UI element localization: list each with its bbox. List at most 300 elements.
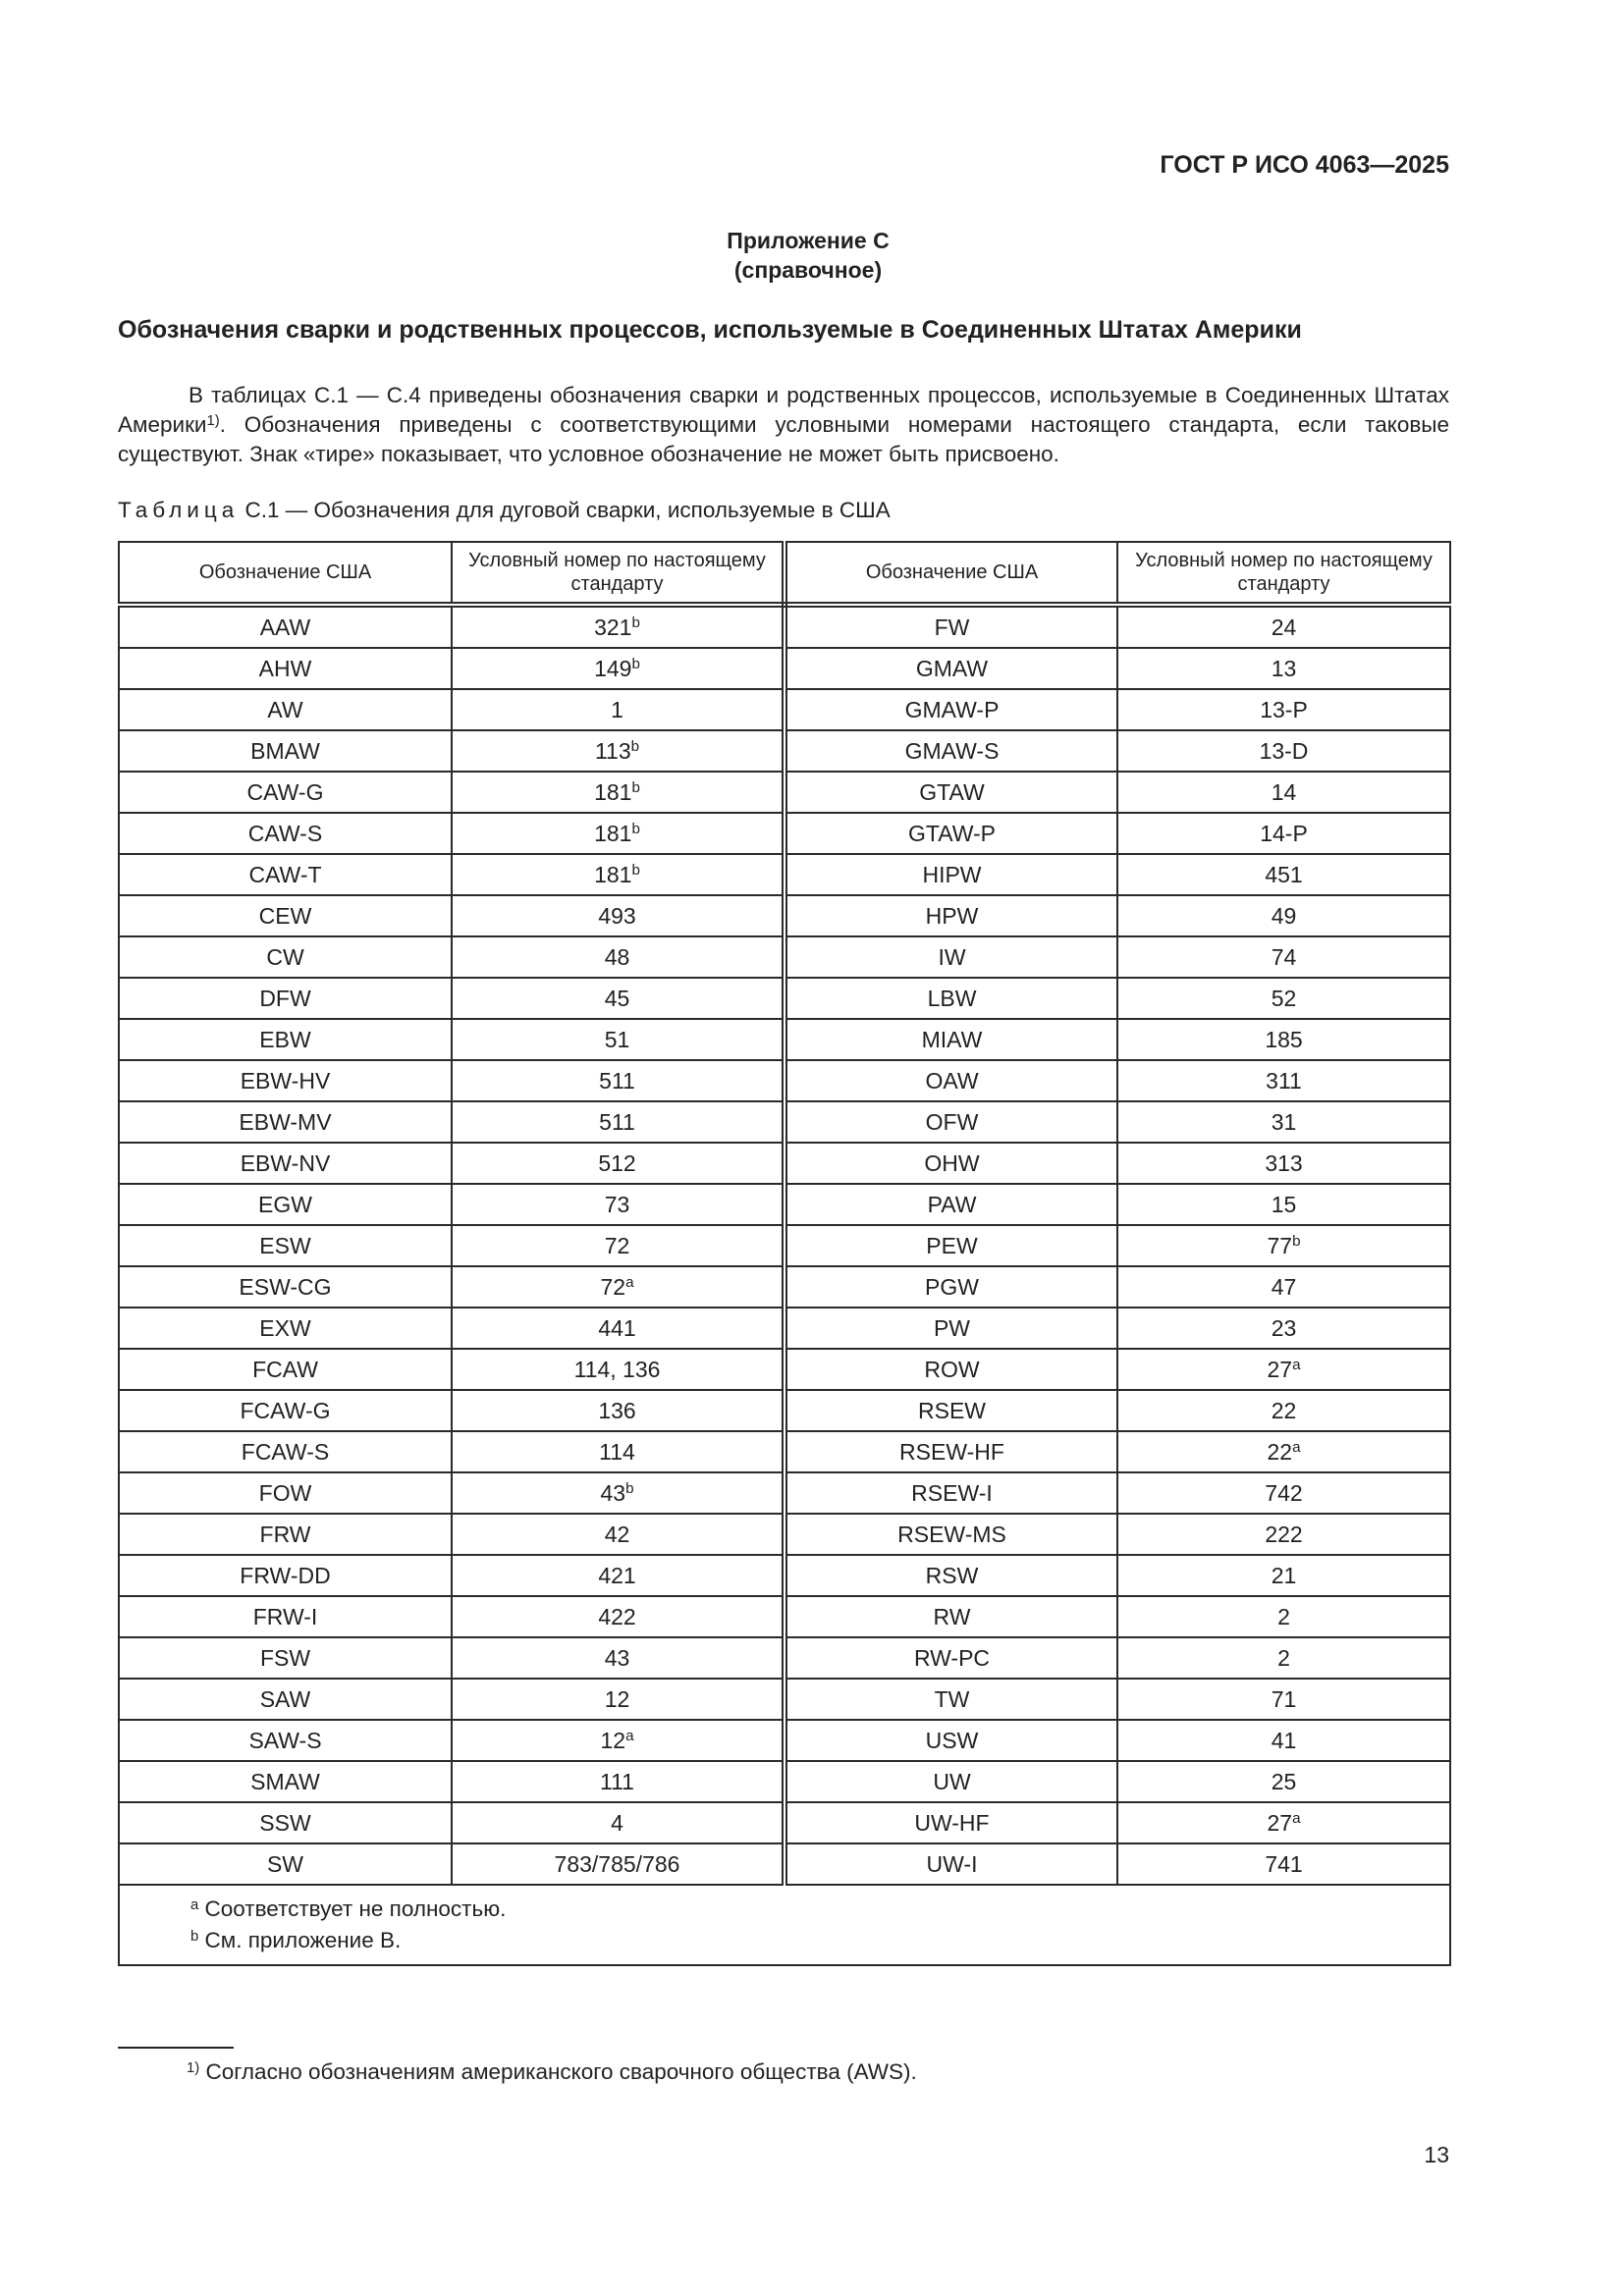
standard-number-cell-value: 21 bbox=[1271, 1562, 1297, 1588]
us-designation-cell-value: SW bbox=[266, 1850, 304, 1877]
us-designation-cell bbox=[785, 1060, 1117, 1101]
us-designation-cell bbox=[119, 1266, 452, 1308]
appendix-heading bbox=[0, 226, 1624, 285]
us-designation-cell bbox=[119, 1596, 452, 1637]
table-row bbox=[119, 1349, 1450, 1390]
table-row bbox=[119, 605, 1450, 648]
us-designation-cell bbox=[119, 1184, 452, 1225]
us-designation-cell-value: MIAW bbox=[921, 1026, 983, 1052]
us-designation-cell bbox=[119, 854, 452, 895]
table-row bbox=[119, 1843, 1450, 1885]
standard-number-cell-value: 22 bbox=[1267, 1438, 1293, 1465]
standard-number-cell bbox=[1117, 978, 1450, 1019]
us-designation-cell bbox=[785, 1349, 1117, 1390]
us-designation-cell bbox=[785, 1761, 1117, 1802]
us-designation-cell bbox=[785, 772, 1117, 813]
us-designation-cell-value: FCAW-S bbox=[241, 1438, 330, 1465]
note-reference: b bbox=[1292, 1232, 1301, 1250]
standard-number-cell bbox=[1117, 1472, 1450, 1514]
standard-number-cell bbox=[1117, 813, 1450, 854]
standard-number-cell-value: 74 bbox=[1271, 943, 1297, 970]
standard-number-cell bbox=[452, 1637, 785, 1679]
note-text: Соответствует не полностью. bbox=[198, 1896, 507, 1921]
us-designation-cell-value: FOW bbox=[258, 1479, 312, 1506]
standard-number-cell bbox=[1117, 1060, 1450, 1101]
us-designation-cell bbox=[119, 730, 452, 772]
standard-number-cell-value: 22 bbox=[1271, 1397, 1297, 1423]
us-designation-cell bbox=[785, 978, 1117, 1019]
standard-number-cell-value: 13-D bbox=[1259, 737, 1309, 764]
note-reference: b bbox=[631, 820, 640, 837]
standard-number-cell-value: 12 bbox=[600, 1727, 626, 1753]
standard-number-cell bbox=[452, 605, 785, 648]
page-number: 13 bbox=[1424, 2142, 1449, 2167]
standard-number-cell-value: 52 bbox=[1271, 985, 1297, 1011]
table-row bbox=[119, 1390, 1450, 1431]
standard-number-cell bbox=[1117, 1390, 1450, 1431]
us-designation-cell-value: PAW bbox=[927, 1191, 977, 1217]
table-row bbox=[119, 1596, 1450, 1637]
standard-number-cell bbox=[452, 854, 785, 895]
us-designation-cell bbox=[119, 1843, 452, 1885]
standard-number-cell-value: 742 bbox=[1265, 1479, 1303, 1506]
us-designation-cell-value: RSW bbox=[925, 1562, 979, 1588]
standard-number-cell bbox=[1117, 730, 1450, 772]
us-designation-cell-value: RSEW bbox=[918, 1397, 986, 1423]
us-designation-cell-value: UW-HF bbox=[914, 1809, 990, 1836]
us-designation-cell-value: PW bbox=[933, 1314, 971, 1341]
standard-number-cell bbox=[452, 1390, 785, 1431]
us-designation-cell-value: FCAW bbox=[252, 1356, 318, 1382]
us-designation-cell bbox=[785, 1596, 1117, 1637]
us-designation-cell-value: ROW bbox=[924, 1356, 980, 1382]
us-designation-cell bbox=[785, 1019, 1117, 1060]
us-designation-cell bbox=[785, 936, 1117, 978]
standard-number-cell-value: 23 bbox=[1271, 1314, 1297, 1341]
note-reference: b bbox=[630, 737, 640, 755]
us-designation-cell-value: FRW bbox=[259, 1521, 311, 1547]
standard-number-cell bbox=[452, 648, 785, 689]
standard-number-cell-value: 441 bbox=[598, 1314, 636, 1341]
table-row bbox=[119, 854, 1450, 895]
standard-number-cell-value: 43 bbox=[600, 1479, 626, 1506]
us-designation-cell-value: BMAW bbox=[250, 737, 320, 764]
footnote-mark: 1) bbox=[187, 2059, 200, 2076]
us-designation-cell-value: FSW bbox=[259, 1644, 311, 1671]
standard-number-cell bbox=[452, 1720, 785, 1761]
standard-number-cell bbox=[1117, 1143, 1450, 1184]
standard-number-cell-value: 114 bbox=[599, 1438, 635, 1465]
document-code: ГОСТ Р ИСО 4063—2025 bbox=[1160, 151, 1449, 179]
standard-number-cell-value: 493 bbox=[598, 902, 636, 929]
table-notes-row bbox=[119, 1885, 1450, 1965]
standard-number-cell-value: 2 bbox=[1277, 1603, 1290, 1629]
note-mark: b bbox=[190, 1928, 199, 1945]
us-designation-cell bbox=[119, 936, 452, 978]
us-designation-cell-value: OFW bbox=[925, 1108, 979, 1135]
table-row bbox=[119, 1266, 1450, 1308]
table-row bbox=[119, 1802, 1450, 1843]
table-row bbox=[119, 689, 1450, 730]
standard-number-cell-value: 77 bbox=[1267, 1232, 1293, 1258]
standard-number-cell-value: 511 bbox=[599, 1108, 635, 1135]
us-designation-cell bbox=[119, 1019, 452, 1060]
us-designation-cell bbox=[119, 1060, 452, 1101]
table-row bbox=[119, 1637, 1450, 1679]
table-note bbox=[190, 1925, 1449, 1956]
table-notes bbox=[119, 1885, 1450, 1965]
note-reference: b bbox=[631, 778, 640, 796]
standard-number-cell-value: 72 bbox=[600, 1273, 626, 1300]
us-designation-cell bbox=[119, 1802, 452, 1843]
us-designation-cell-value: AHW bbox=[258, 655, 312, 681]
us-designation-cell-value: EGW bbox=[258, 1191, 312, 1217]
us-designation-cell-value: UW-I bbox=[926, 1850, 978, 1877]
us-designation-cell-value: GMAW-S bbox=[904, 737, 1000, 764]
standard-number-cell-value: 15 bbox=[1271, 1191, 1297, 1217]
us-designation-cell-value: DFW bbox=[259, 985, 311, 1011]
us-designation-cell bbox=[785, 813, 1117, 854]
us-designation-cell-value: ESW-CG bbox=[239, 1273, 332, 1300]
us-designation-cell-value: SAW-S bbox=[248, 1727, 322, 1753]
us-designation-cell bbox=[119, 1390, 452, 1431]
us-designation-cell-value: SMAW bbox=[250, 1768, 320, 1794]
us-designation-cell-value: EBW-NV bbox=[240, 1149, 331, 1176]
standard-number-cell bbox=[452, 895, 785, 936]
us-designation-cell-value: RSEW-I bbox=[911, 1479, 993, 1506]
standard-number-cell bbox=[1117, 1184, 1450, 1225]
us-designation-cell bbox=[785, 1843, 1117, 1885]
table-row bbox=[119, 1679, 1450, 1720]
standard-number-cell-value: 185 bbox=[1265, 1026, 1303, 1052]
standard-number-cell-value: 511 bbox=[599, 1067, 635, 1094]
standard-number-cell bbox=[1117, 605, 1450, 648]
us-designation-cell-value: FRW-I bbox=[252, 1603, 318, 1629]
standard-number-cell bbox=[452, 813, 785, 854]
standard-number-cell-value: 42 bbox=[604, 1521, 630, 1547]
us-designation-cell-value: SAW bbox=[259, 1685, 311, 1712]
us-designation-cell-value: OAW bbox=[925, 1067, 979, 1094]
us-designation-cell bbox=[119, 605, 452, 648]
table-row bbox=[119, 1761, 1450, 1802]
us-designation-cell bbox=[119, 689, 452, 730]
us-designation-cell-value: GTAW-P bbox=[907, 820, 996, 846]
section-title: Обозначения сварки и родственных процессов, используемые в Соединенных Штатах Америки bbox=[118, 316, 1302, 344]
note-reference: a bbox=[1292, 1356, 1301, 1373]
standard-number-cell bbox=[1117, 1802, 1450, 1843]
us-designation-cell bbox=[785, 1472, 1117, 1514]
us-designation-cell bbox=[119, 1143, 452, 1184]
us-designation-cell-value: LBW bbox=[927, 985, 977, 1011]
table-row bbox=[119, 1143, 1450, 1184]
note-text: См. приложение В. bbox=[198, 1928, 402, 1952]
standard-number-cell bbox=[452, 978, 785, 1019]
standard-number-cell bbox=[1117, 689, 1450, 730]
standard-number-cell bbox=[1117, 1843, 1450, 1885]
us-designation-cell bbox=[785, 1143, 1117, 1184]
us-designation-cell bbox=[119, 1225, 452, 1266]
standard-number-cell-value: 1 bbox=[611, 696, 623, 722]
note-reference: a bbox=[625, 1273, 634, 1291]
note-reference: b bbox=[625, 1479, 634, 1497]
us-designation-cell-value: EXW bbox=[259, 1314, 311, 1341]
us-designation-cell bbox=[785, 1720, 1117, 1761]
standard-number-cell-value: 2 bbox=[1277, 1644, 1290, 1671]
us-designation-cell-value: CAW-S bbox=[247, 820, 323, 846]
standard-number-cell-value: 12 bbox=[604, 1685, 630, 1712]
standard-number-cell bbox=[1117, 772, 1450, 813]
standard-number-cell bbox=[452, 1143, 785, 1184]
note-reference: b bbox=[631, 655, 640, 672]
us-designation-cell-value: AW bbox=[267, 696, 303, 722]
us-designation-cell-value: OHW bbox=[924, 1149, 980, 1176]
standard-number-cell bbox=[1117, 648, 1450, 689]
standard-number-cell-value: 451 bbox=[1265, 861, 1303, 887]
standard-number-cell-value: 311 bbox=[1266, 1067, 1302, 1094]
standard-number-cell bbox=[1117, 1761, 1450, 1802]
standard-number-cell-value: 13 bbox=[1271, 655, 1297, 681]
us-designation-cell bbox=[785, 1184, 1117, 1225]
standard-number-cell-value: 4 bbox=[611, 1809, 623, 1836]
standard-number-cell-value: 47 bbox=[1271, 1273, 1297, 1300]
table-body bbox=[119, 605, 1450, 1965]
us-designation-cell bbox=[119, 1514, 452, 1555]
header-us-designation: Обозначение США bbox=[785, 542, 1117, 605]
us-designation-cell-value: RSEW-MS bbox=[897, 1521, 1006, 1547]
standard-number-cell bbox=[452, 1101, 785, 1143]
standard-number-cell-value: 27 bbox=[1267, 1356, 1293, 1382]
standard-number-cell bbox=[452, 1596, 785, 1637]
standard-number-cell bbox=[452, 1472, 785, 1514]
standard-number-cell bbox=[1117, 1266, 1450, 1308]
us-designation-cell-value: GMAW bbox=[915, 655, 989, 681]
standard-number-cell bbox=[452, 1019, 785, 1060]
us-designation-cell bbox=[785, 1308, 1117, 1349]
appendix-type: (справочное) bbox=[733, 257, 883, 283]
standard-number-cell-value: 181 bbox=[594, 778, 632, 805]
us-designation-cell-value: PGW bbox=[925, 1273, 979, 1300]
us-designation-cell bbox=[785, 1225, 1117, 1266]
standard-number-cell bbox=[452, 1349, 785, 1390]
standard-number-cell-value: 25 bbox=[1271, 1768, 1297, 1794]
us-designation-cell bbox=[119, 1555, 452, 1596]
intro-paragraph bbox=[118, 381, 1449, 469]
us-designation-cell bbox=[119, 1431, 452, 1472]
standard-number-cell-value: 73 bbox=[604, 1191, 630, 1217]
standard-number-cell-value: 72 bbox=[604, 1232, 630, 1258]
standard-number-cell-value: 149 bbox=[594, 655, 632, 681]
table-row bbox=[119, 978, 1450, 1019]
appendix-title: Приложение С bbox=[727, 228, 890, 253]
us-designation-cell-value: CW bbox=[266, 943, 304, 970]
standard-number-cell-value: 71 bbox=[1271, 1685, 1297, 1712]
standard-number-cell bbox=[1117, 1637, 1450, 1679]
table-row bbox=[119, 1225, 1450, 1266]
us-designation-cell-value: CAW-G bbox=[246, 778, 324, 805]
us-designation-cell-value: EBW-MV bbox=[239, 1108, 332, 1135]
standard-number-cell-value: 24 bbox=[1271, 614, 1297, 640]
footnote-divider bbox=[118, 2047, 234, 2049]
us-designation-cell bbox=[119, 1349, 452, 1390]
standard-number-cell bbox=[452, 936, 785, 978]
standard-number-cell-value: 14-P bbox=[1260, 820, 1308, 846]
us-designation-cell bbox=[119, 895, 452, 936]
table-row bbox=[119, 1514, 1450, 1555]
standard-number-cell-value: 181 bbox=[594, 820, 632, 846]
standard-number-cell bbox=[452, 1802, 785, 1843]
table-row bbox=[119, 648, 1450, 689]
standard-number-cell bbox=[452, 1184, 785, 1225]
us-designation-cell bbox=[785, 1266, 1117, 1308]
standard-number-cell-value: 512 bbox=[598, 1149, 636, 1176]
us-designation-cell bbox=[119, 1761, 452, 1802]
intro-footnote-ref: 1) bbox=[206, 412, 220, 429]
us-designation-cell bbox=[119, 1101, 452, 1143]
table-row bbox=[119, 936, 1450, 978]
standard-number-cell bbox=[1117, 936, 1450, 978]
table-row bbox=[119, 1472, 1450, 1514]
note-mark: a bbox=[190, 1896, 199, 1913]
us-designation-cell bbox=[119, 978, 452, 1019]
standard-number-cell-value: 181 bbox=[594, 861, 632, 887]
standard-number-cell-value: 421 bbox=[598, 1562, 636, 1588]
standard-number-cell-value: 222 bbox=[1265, 1521, 1303, 1547]
standard-number-cell bbox=[1117, 1101, 1450, 1143]
standard-number-cell bbox=[452, 772, 785, 813]
us-designation-cell-value: FRW-DD bbox=[240, 1562, 331, 1588]
us-designation-cell bbox=[119, 1472, 452, 1514]
standard-number-cell bbox=[1117, 1308, 1450, 1349]
us-designation-cell-value: EBW bbox=[259, 1026, 311, 1052]
us-designation-cell bbox=[785, 1555, 1117, 1596]
us-designation-cell-value: CAW-T bbox=[248, 861, 322, 887]
standard-number-cell-value: 113 bbox=[594, 737, 631, 764]
standard-number-cell bbox=[1117, 1596, 1450, 1637]
us-designation-cell-value: GMAW-P bbox=[904, 696, 1000, 722]
standard-number-cell-value: 422 bbox=[598, 1603, 636, 1629]
note-reference: a bbox=[625, 1727, 634, 1744]
us-designation-cell-value: AAW bbox=[259, 614, 311, 640]
standard-number-cell-value: 27 bbox=[1267, 1809, 1293, 1836]
standard-number-cell bbox=[1117, 1720, 1450, 1761]
us-designation-cell bbox=[785, 1101, 1117, 1143]
note-reference: b bbox=[631, 614, 640, 631]
us-designation-cell-value: TW bbox=[934, 1685, 970, 1712]
us-designation-cell-value: FCAW-G bbox=[240, 1397, 331, 1423]
us-designation-cell-value: SSW bbox=[259, 1809, 311, 1836]
standard-number-cell-value: 321 bbox=[594, 614, 632, 640]
us-designation-cell-value: USW bbox=[925, 1727, 979, 1753]
us-designation-cell bbox=[119, 1679, 452, 1720]
header-standard-number: Условный номер по настоящему стандарту bbox=[1117, 542, 1450, 605]
standard-number-cell bbox=[1117, 1349, 1450, 1390]
standard-number-cell bbox=[1117, 1514, 1450, 1555]
us-designation-cell-value: PEW bbox=[926, 1232, 978, 1258]
table-row bbox=[119, 1184, 1450, 1225]
us-designation-cell-value: FW bbox=[934, 614, 970, 640]
table-row bbox=[119, 1555, 1450, 1596]
us-designation-cell bbox=[119, 813, 452, 854]
standard-number-cell-value: 741 bbox=[1265, 1850, 1303, 1877]
standard-number-cell bbox=[1117, 854, 1450, 895]
header-us-designation: Обозначение США bbox=[119, 542, 452, 605]
standard-number-cell-value: 783/785/786 bbox=[554, 1850, 680, 1877]
standard-number-cell-value: 51 bbox=[604, 1026, 630, 1052]
us-designation-cell bbox=[119, 1720, 452, 1761]
us-designation-cell bbox=[785, 1679, 1117, 1720]
standard-number-cell bbox=[452, 1060, 785, 1101]
us-designation-cell bbox=[785, 1802, 1117, 1843]
standard-number-cell bbox=[452, 1555, 785, 1596]
table-caption-text: С.1 — Обозначения для дуговой сварки, используемые в США bbox=[244, 498, 891, 522]
standard-number-cell-value: 31 bbox=[1271, 1108, 1297, 1135]
us-designation-cell bbox=[785, 1514, 1117, 1555]
us-designation-cell bbox=[785, 1431, 1117, 1472]
table-row bbox=[119, 772, 1450, 813]
table-row bbox=[119, 1019, 1450, 1060]
us-designation-cell-value: EBW-HV bbox=[240, 1067, 331, 1094]
standard-number-cell bbox=[452, 1266, 785, 1308]
table-row bbox=[119, 1308, 1450, 1349]
us-designation-cell-value: RW-PC bbox=[913, 1644, 991, 1671]
us-designation-cell-value: RW bbox=[933, 1603, 971, 1629]
us-designation-cell-value: IW bbox=[938, 943, 966, 970]
table-row bbox=[119, 1101, 1450, 1143]
header-standard-number: Условный номер по настоящему стандарту bbox=[452, 542, 785, 605]
standard-number-cell-value: 13-P bbox=[1260, 696, 1308, 722]
us-designation-cell bbox=[785, 854, 1117, 895]
us-designation-cell bbox=[785, 605, 1117, 648]
standard-number-cell bbox=[1117, 1555, 1450, 1596]
table-row bbox=[119, 813, 1450, 854]
standard-number-cell-value: 43 bbox=[604, 1644, 630, 1671]
us-designation-cell-value: RSEW-HF bbox=[899, 1438, 1004, 1465]
standard-number-cell-value: 41 bbox=[1271, 1727, 1297, 1753]
table-caption-word: Таблица bbox=[118, 498, 240, 522]
footnote-text: Согласно обозначениям американского сварочного общества (AWS). bbox=[199, 2059, 917, 2084]
us-designation-cell bbox=[785, 895, 1117, 936]
table-row bbox=[119, 1060, 1450, 1101]
standard-number-cell bbox=[452, 1308, 785, 1349]
standard-number-cell-value: 45 bbox=[604, 985, 630, 1011]
designations-table bbox=[118, 541, 1451, 1966]
standard-number-cell bbox=[452, 1761, 785, 1802]
table-row bbox=[119, 1720, 1450, 1761]
intro-text-part1: В таблицах С.1 — С.4 приведены обозначения сварки и родственных процессов, используемые в Соединенных Штатах Америки bbox=[118, 383, 1449, 437]
standard-number-cell bbox=[452, 730, 785, 772]
standard-number-cell bbox=[452, 1514, 785, 1555]
us-designation-cell-value: ESW bbox=[259, 1232, 311, 1258]
table-row bbox=[119, 895, 1450, 936]
standard-number-cell bbox=[1117, 895, 1450, 936]
us-designation-cell bbox=[785, 1637, 1117, 1679]
us-designation-cell bbox=[119, 648, 452, 689]
standard-number-cell-value: 48 bbox=[604, 943, 630, 970]
standard-number-cell bbox=[452, 1843, 785, 1885]
us-designation-cell-value: GTAW bbox=[919, 778, 985, 805]
us-designation-cell-value: CEW bbox=[258, 902, 312, 929]
table-row bbox=[119, 730, 1450, 772]
us-designation-cell-value: HIPW bbox=[922, 861, 982, 887]
standard-number-cell-value: 136 bbox=[598, 1397, 636, 1423]
standard-number-cell-value: 14 bbox=[1271, 778, 1297, 805]
us-designation-cell bbox=[785, 689, 1117, 730]
us-designation-cell bbox=[119, 772, 452, 813]
us-designation-cell-value: HPW bbox=[925, 902, 979, 929]
table-header-row bbox=[119, 542, 1450, 605]
intro-text-part2: . Обозначения приведены с соответствующими условными номерами настоящего стандарта, если таковые существуют. Знак «тире» показывает, что условное обозначение не может быть присвоено. bbox=[118, 412, 1449, 466]
note-reference: b bbox=[631, 861, 640, 879]
